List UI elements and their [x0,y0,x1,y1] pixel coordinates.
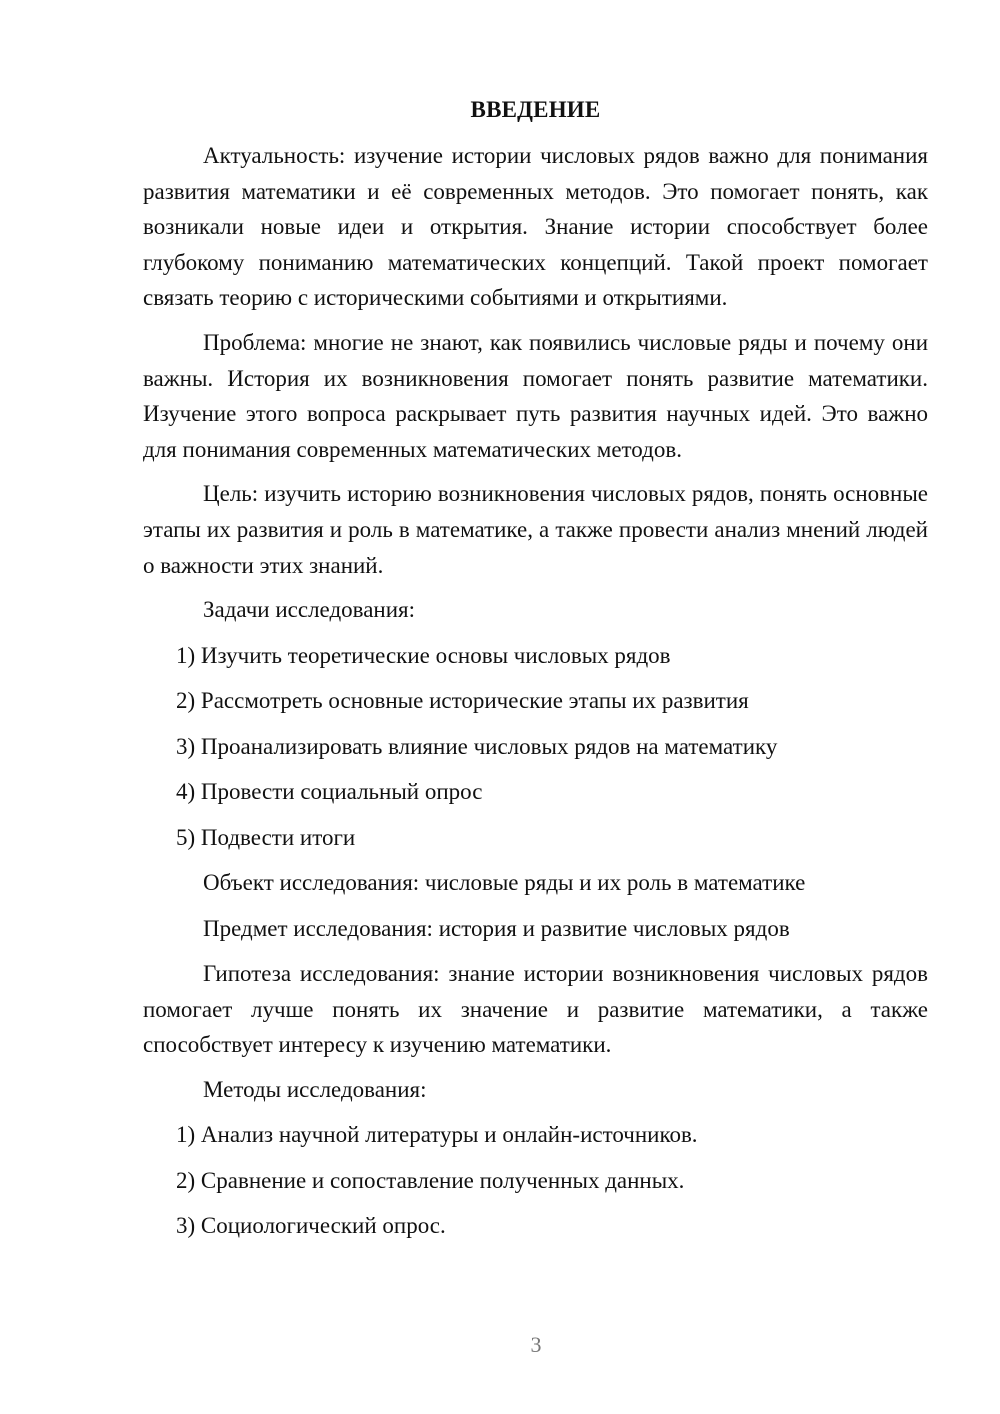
task-item: 4) Провести социальный опрос [176,779,483,805]
task-item: 5) Подвести итоги [176,824,356,850]
section-heading: ВВЕДЕНИЕ [470,97,601,122]
problem-paragraph: Проблема: многие не знают, как появились числовые ряды и почему они важны. История их возникновения помогает понять развитие математики. Изучение этого вопроса раскрывает путь развития научных идей. Это важно для понимания современных математических методов. [143,329,928,462]
goal-paragraph: Цель: изучить историю возникновения числовых рядов, понять основные этапы их развития и роль в математике, а также провести анализ мнений людей о важности этих знаний. [143,481,928,578]
method-item: 2) Сравнение и сопоставление полученных данных. [176,1167,685,1193]
research-object: Объект исследования: числовые ряды и их роль в математике [203,870,806,896]
relevance-paragraph: Актуальность: изучение истории числовых рядов важно для понимания развития математики и её современных методов. Это помогает понять, как возникали новые идеи и открытия. Знание истории способствует более глубокому пониманию математических концепций. Такой проект помогает связать теорию с историческими событиями и открытиями. [143,143,928,311]
method-item: 3) Социологический опрос. [176,1213,446,1239]
methods-title: Методы исследования: [203,1076,427,1102]
task-item: 3) Проанализировать влияние числовых рядов на математику [176,733,778,759]
hypothesis-paragraph: Гипотеза исследования: знание истории возникновения числовых рядов помогает лучше понять их значение и развитие математики, а также способствует интересу к изучению математики. [143,961,928,1058]
method-item: 1) Анализ научной литературы и онлайн-источников. [176,1122,698,1148]
document-page [143,90,928,1254]
tasks-title: Задачи исследования: [203,597,416,623]
research-subject: Предмет исследования: история и развитие числовых рядов [203,915,790,941]
page-number: 3 [530,1332,542,1357]
task-item: 2) Рассмотреть основные исторические этапы их развития [176,688,749,714]
task-item: 1) Изучить теоретические основы числовых рядов [176,642,671,668]
